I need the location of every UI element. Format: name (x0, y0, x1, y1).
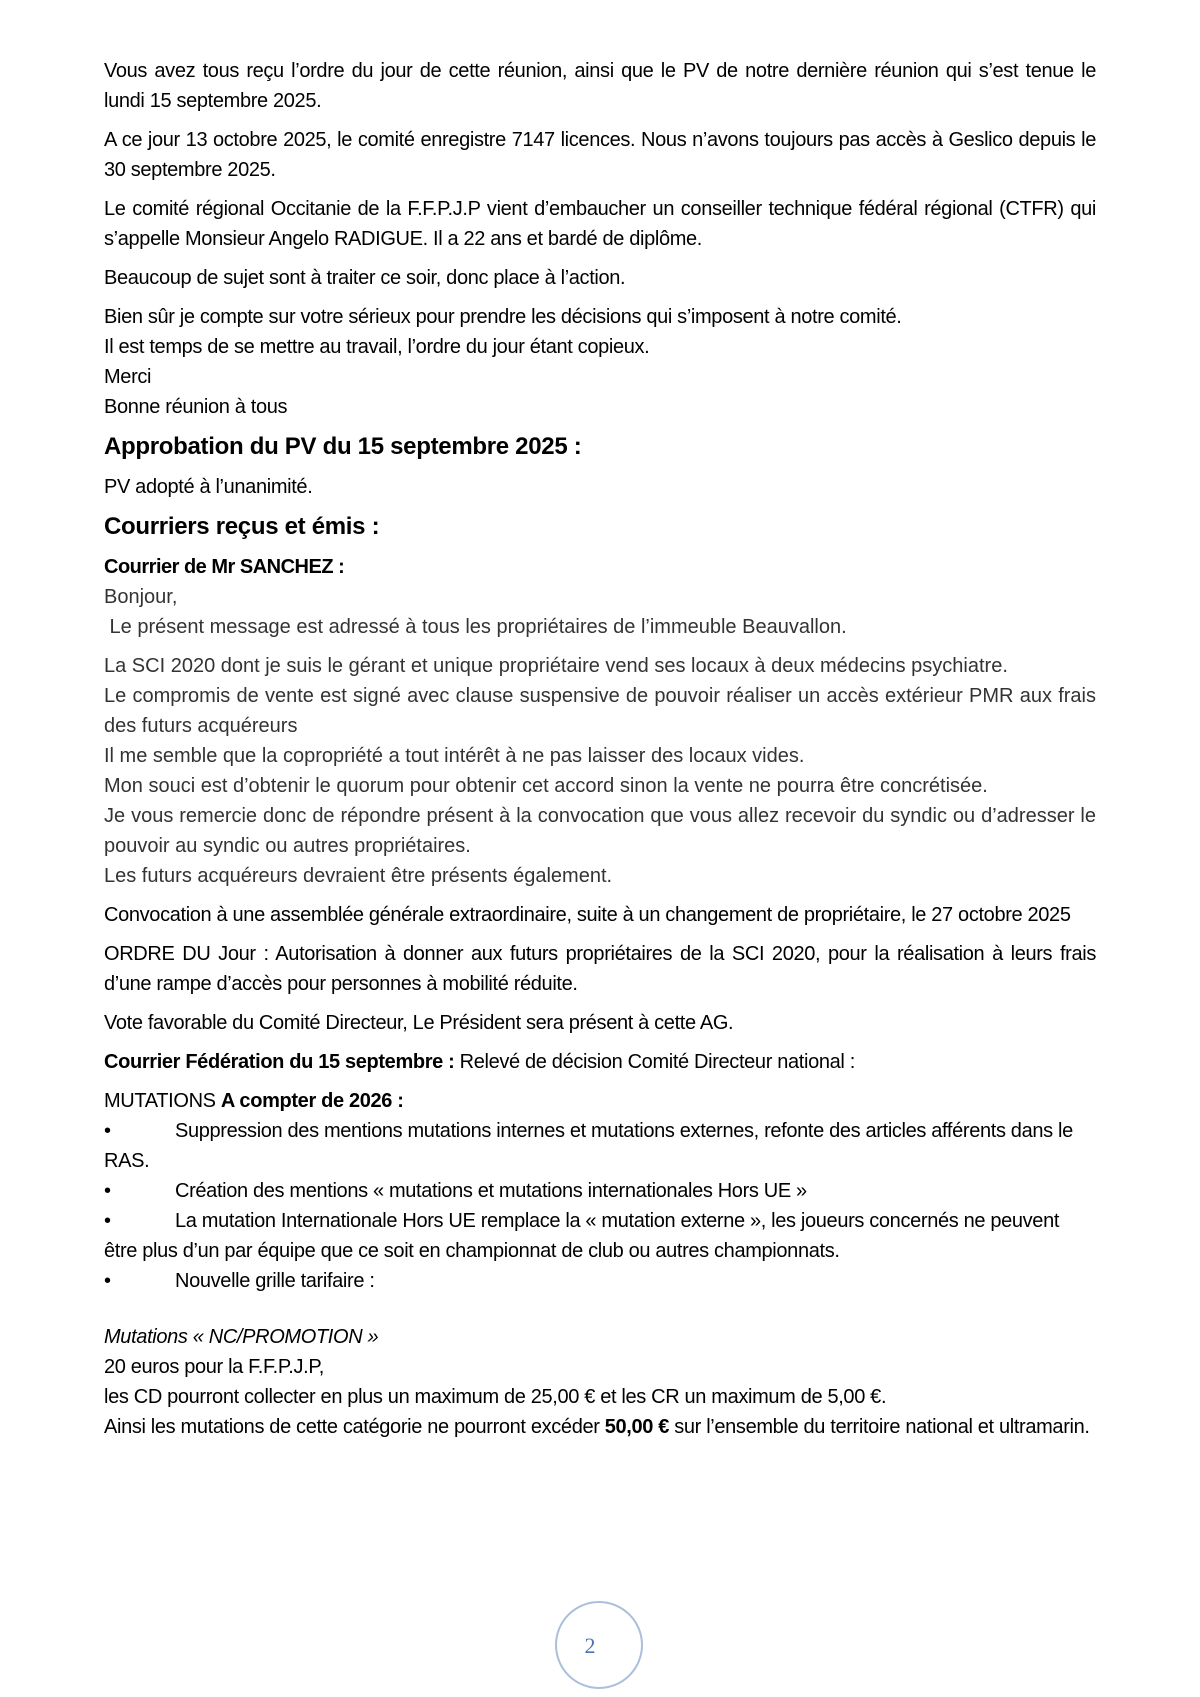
spacer (104, 1296, 1096, 1322)
bullet-icon: • (104, 1270, 111, 1292)
page-number: 2 (584, 1633, 596, 1658)
document-page (104, 56, 1096, 1442)
intro-closing-block (104, 302, 1096, 422)
convocation-text: Convocation à une assemblée générale extraordinaire, suite à un changement de propriétaire, le 27 octobre 2025 (104, 904, 1071, 926)
letter-line: Le compromis de vente est signé avec clause suspensive de pouvoir réaliser un accès extérieur PMR aux frais des futurs acquéreurs (104, 685, 1096, 737)
intro-closing-line: Merci (104, 366, 152, 388)
federation-heading-rest: Relevé de décision Comité Directeur national : (454, 1051, 855, 1073)
bullet-icon: • (104, 1120, 111, 1142)
sanchez-letter-opening (104, 582, 1096, 642)
bullet-item (104, 1266, 1096, 1296)
subheading-courrier-sanchez: Courrier de Mr SANCHEZ : (104, 556, 345, 578)
intro-closing-line: Bonne réunion à tous (104, 396, 288, 418)
bullet-item (104, 1176, 1096, 1206)
letter-greeting: Bonjour, (104, 586, 178, 608)
tarif-line: les CD pourront collecter en plus un maximum de 25,00 € et les CR un maximum de 5,00 €. (104, 1386, 887, 1408)
sanchez-letter-body (104, 651, 1096, 891)
mutations-prefix: MUTATIONS (104, 1090, 221, 1112)
federation-heading: Courrier Fédération du 15 septembre : (104, 1051, 455, 1073)
bullet-text: Nouvelle grille tarifaire : (175, 1270, 375, 1292)
bullet-text: Création des mentions « mutations et mutations internationales Hors UE » (175, 1180, 807, 1202)
letter-line: La SCI 2020 dont je suis le gérant et unique propriétaire vend ses locaux à deux médecins psychiatre. (104, 655, 1008, 677)
approbation-text: PV adopté à l’unanimité. (104, 476, 313, 498)
section-heading-approbation: Approbation du PV du 15 septembre 2025 : (104, 433, 582, 460)
bullet-text: Suppression des mentions mutations internes et mutations externes, refonte des articles afférents dans le RAS. (104, 1120, 1073, 1172)
tarif-line (104, 1412, 1096, 1442)
bullet-icon: • (104, 1180, 111, 1202)
letter-line: Je vous remercie donc de répondre présent à la convocation que vous allez recevoir du syndic ou d’adresser le pouvoir au syndic ou autres propriétaires. (104, 805, 1096, 857)
intro-paragraph-action: Beaucoup de sujet sont à traiter ce soir, donc place à l’action. (104, 267, 626, 289)
intro-paragraph-ctfr: Le comité régional Occitanie de la F.F.P.J.P vient d’embaucher un conseiller technique fédéral régional (CTFR) qui s’appelle Monsieur Angelo RADIGUE. Il a 22 ans et bardé de diplôme. (104, 198, 1096, 250)
bullet-text: La mutation Internationale Hors UE remplace la « mutation externe », les joueurs concernés ne peuvent être plus d’un par équipe que ce soit en championnat de club ou autres championnats. (104, 1210, 1060, 1262)
tarif-title: Mutations « NC/PROMOTION » (104, 1326, 379, 1348)
letter-line: Il me semble que la copropriété a tout intérêt à ne pas laisser des locaux vides. (104, 745, 805, 767)
federation-letter-line (104, 1047, 1096, 1077)
tarif-text: Ainsi les mutations de cette catégorie ne pourront excéder (104, 1416, 605, 1438)
tarif-text: sur l’ensemble du territoire national et ultramarin. (669, 1416, 1090, 1438)
ordre-du-jour-text: ORDRE DU Jour : Autorisation à donner aux futurs propriétaires de la SCI 2020, pour la réalisation à leurs frais d’une rampe d’accès pour personnes à mobilité réduite. (104, 943, 1096, 995)
mutations-heading (104, 1086, 1096, 1116)
letter-line: Les futurs acquéreurs devraient être présents également. (104, 865, 613, 887)
mutations-date: A compter de 2026 : (220, 1090, 404, 1112)
letter-line: Mon souci est d’obtenir le quorum pour obtenir cet accord sinon la vente ne pourra être concrétisée. (104, 775, 988, 797)
bullet-item (104, 1206, 1096, 1266)
page-number-badge (555, 1601, 643, 1689)
section-heading-courriers: Courriers reçus et émis : (104, 513, 380, 540)
tarif-max-amount: 50,00 € (604, 1416, 670, 1438)
tarif-line: 20 euros pour la F.F.P.J.P, (104, 1356, 324, 1378)
intro-closing-line: Bien sûr je compte sur votre sérieux pour prendre les décisions qui s’imposent à notre comité. (104, 306, 902, 328)
intro-paragraph-licences: A ce jour 13 octobre 2025, le comité enregistre 7147 licences. Nous n’avons toujours pas accès à Geslico depuis le 30 septembre 2025. (104, 129, 1096, 181)
vote-text: Vote favorable du Comité Directeur, Le Président sera présent à cette AG. (104, 1012, 734, 1034)
intro-closing-line: Il est temps de se mettre au travail, l’ordre du jour étant copieux. (104, 336, 650, 358)
letter-intro: Le présent message est adressé à tous les propriétaires de l’immeuble Beauvallon. (104, 616, 847, 638)
intro-paragraph-agenda: Vous avez tous reçu l’ordre du jour de cette réunion, ainsi que le PV de notre dernière réunion qui s’est tenue le lundi 15 septembre 2025. (104, 60, 1096, 112)
bullet-item (104, 1116, 1096, 1176)
bullet-icon: • (104, 1210, 111, 1232)
